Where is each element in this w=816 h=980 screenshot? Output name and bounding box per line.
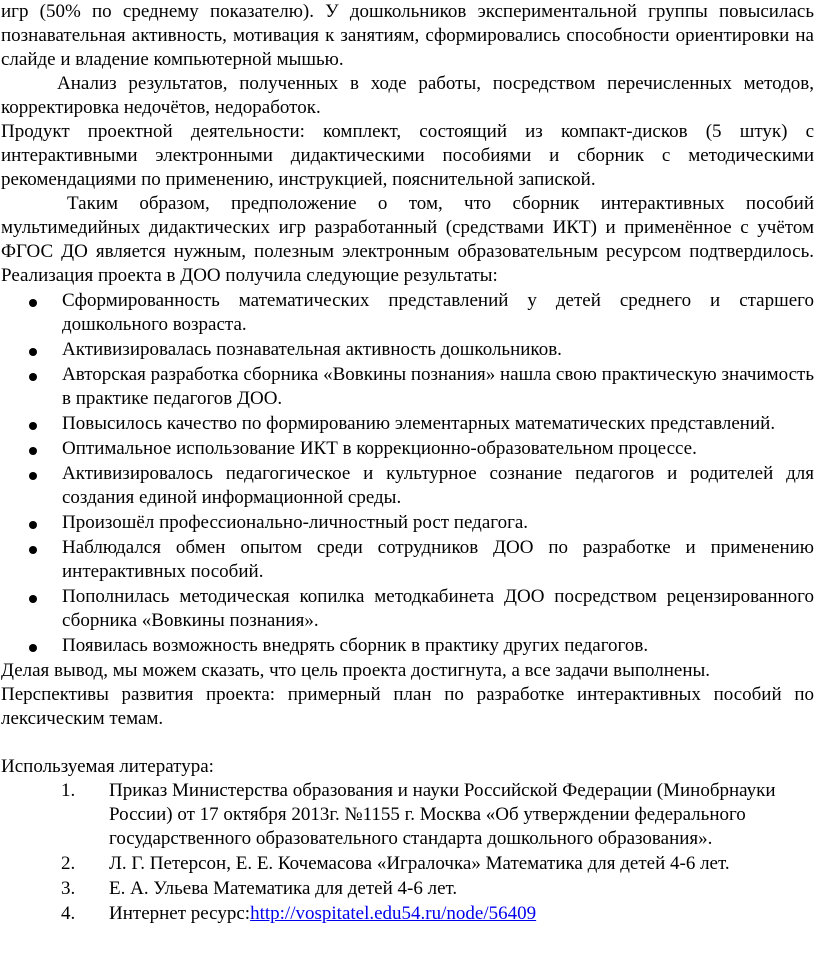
- list-item: [1, 437, 814, 461]
- literature-item-number: 3.: [61, 878, 76, 899]
- literature-item-text: Е. А. Ульева Математика для детей 4-6 лет.: [109, 878, 458, 899]
- list-item-text: Наблюдался обмен опытом среди сотрудников ДОО по разработке и применению интерактивных пособий.: [62, 537, 814, 582]
- literature-item: [1, 902, 814, 926]
- list-item-text: Появилась возможность внедрять сборник в практику других педагогов.: [62, 635, 649, 656]
- list-item: [1, 363, 814, 411]
- bullet-icon: [29, 472, 37, 480]
- bullet-icon: [29, 521, 37, 529]
- paragraph-conclusion: Делая вывод, мы можем сказать, что цель проекта достигнута, а все задачи выполнены.: [1, 660, 711, 681]
- bullet-icon: [29, 644, 37, 652]
- bullet-icon: [29, 348, 37, 356]
- internet-resource-link[interactable]: http://vospitatel.edu54.ru/node/56409: [250, 903, 537, 924]
- literature-item-prefix: Интернет ресурс:: [109, 903, 251, 924]
- list-item-text: Пополнилась методическая копилка методкабинета ДОО посредством рецензированного сборника «Вовкины познания».: [62, 586, 814, 631]
- paragraph-product: Продукт проектной деятельности: комплект, состоящий из компакт-дисков (5 штук) с интерактивными электронными дидактическими пособиями и сборник с методическими рекомендациями по применению, инструкцией, пояснительной запиской.: [1, 121, 814, 190]
- list-item-text: Авторская разработка сборника «Вовкины познания» нашла свою практическую значимость в практике педагогов ДОО.: [62, 364, 814, 409]
- literature-item-text: Л. Г. Петерсон, Е. Е. Кочемасова «Игралочка» Математика для детей 4-6 лет.: [109, 853, 730, 874]
- list-item: [1, 536, 814, 584]
- list-item-text: Произошёл профессионально-личностный рост педагога.: [62, 512, 529, 533]
- list-item: [1, 462, 814, 510]
- paragraph-results-intro: игр (50% по среднему показателю). У дошкольников экспериментальной группы повысилась познавательная активность, мотивация к занятиям, сформировались способности ориентировки на слайде и владение компьютерной мышью.: [1, 1, 814, 70]
- literature-item: [1, 877, 814, 901]
- list-item-text: Активизировалась познавательная активность дошкольников.: [62, 339, 562, 360]
- literature-item-number: 2.: [61, 853, 76, 874]
- literature-list: [1, 779, 814, 926]
- paragraph-perspectives: Перспективы развития проекта: примерный план по разработке интерактивных пособий по лексическим темам.: [1, 684, 814, 729]
- list-item: [1, 338, 814, 362]
- bullet-icon: [29, 299, 37, 307]
- literature-item: [1, 852, 814, 876]
- list-item: [1, 289, 814, 337]
- paragraph-conclusion-intro: Таким образом, предположение о том, что сборник интерактивных пособий мультимедийных дидактических игр разработанный (средствами ИКТ) и применённое с учётом ФГОС ДО является нужным, полезным электронным образовательным ресурсом подтвердилось. Реализация проекта в ДОО получила следующие результаты:: [1, 193, 814, 286]
- list-item-text: Активизировалось педагогическое и культурное сознание педагогов и родителей для создания единой информационной среды.: [62, 463, 814, 508]
- list-item: [1, 511, 814, 535]
- list-item-text: Повысилось качество по формированию элементарных математических представлений.: [62, 413, 776, 434]
- literature-item: [1, 779, 814, 851]
- literature-item-number: 1.: [61, 780, 76, 801]
- bullet-icon: [29, 373, 37, 381]
- bullet-icon: [29, 546, 37, 554]
- bullet-icon: [29, 447, 37, 455]
- spacer: [1, 731, 814, 755]
- results-list: [1, 289, 814, 658]
- list-item: [1, 585, 814, 633]
- bullet-icon: [29, 422, 37, 430]
- paragraph-analysis: Анализ результатов, полученных в ходе работы, посредством перечисленных методов, корректировка недочётов, недоработок.: [1, 73, 814, 118]
- list-item-text: Оптимальное использование ИКТ в коррекционно-образовательном процессе.: [62, 438, 697, 459]
- list-item-text: Сформированность математических представлений у детей среднего и старшего дошкольного возраста.: [62, 290, 814, 335]
- literature-item-number: 4.: [61, 903, 76, 924]
- literature-item-text: Приказ Министерства образования и науки Российской Федерации (Минобрнауки России) от 17 октября 2013г. №1155 г. Москва «Об утверждении федерального государственного образовательного стандарта дошкольного образования».: [109, 780, 776, 849]
- literature-heading: Используемая литература:: [1, 756, 214, 777]
- bullet-icon: [29, 595, 37, 603]
- list-item: [1, 412, 814, 436]
- list-item: [1, 634, 814, 658]
